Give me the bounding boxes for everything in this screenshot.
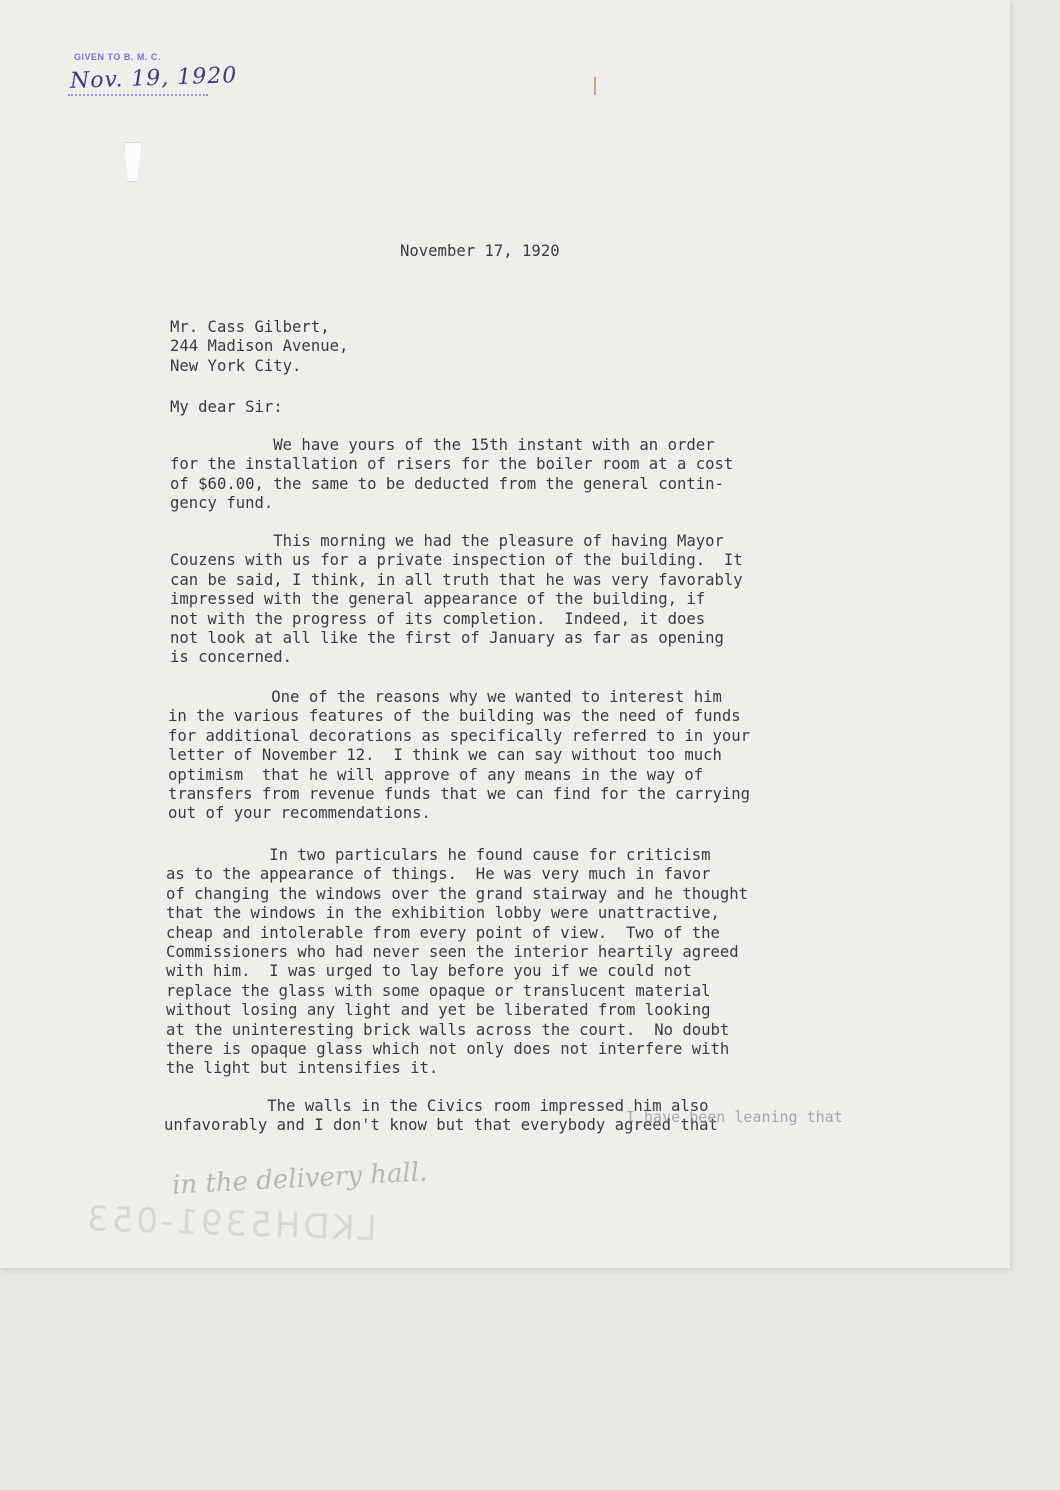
recipient-address: Mr. Cass Gilbert, 244 Madison Avenue, New York City.: [170, 318, 349, 375]
paper-mark: [594, 77, 596, 95]
overstrike-text: I have been leaning that: [626, 1108, 843, 1126]
pencil-annotation: in the delivery hall.: [171, 1157, 429, 1201]
stamp-dotted-line: [68, 94, 208, 96]
letter-date: November 17, 1920: [400, 242, 560, 260]
catalog-number-bleed: LKDH5391-053: [83, 1198, 378, 1250]
paragraph-1: We have yours of the 15th instant with an order for the installation of risers for the boiler room at a cost of $60.00, the same to be deducted from the general contin- gency fund.: [170, 436, 734, 513]
received-stamp: GIVEN TO B. M. C.: [74, 52, 161, 62]
paper-tab: [124, 142, 142, 182]
paragraph-3: One of the reasons why we wanted to interest him in the various features of the building was the need of funds for additional decorations as specifically referred to in your letter of November 12. I think we can say without too much optimism that he will approve of any means in the way of transfers from revenue funds that we can find for the carrying out of your recommendations.: [168, 688, 751, 823]
paragraph-2: This morning we had the pleasure of having Mayor Couzens with us for a private inspection of the building. It can be said, I think, in all truth that he was very favorably impressed with the general appearance of the building, if not with the progress of its completion. Indeed, it does not look at all like the first of January as far as opening is concerned.: [170, 532, 743, 667]
paragraph-5: The walls in the Civics room impressed him also unfavorably and I don't know but that everybody agreed that: [164, 1097, 718, 1135]
received-stamp-date: Nov. 19, 1920: [69, 63, 238, 94]
paragraph-4: In two particulars he found cause for criticism as to the appearance of things. He was very much in favor of changing the windows over the grand stairway and he thought that the windows in the exhibition lobby were unattractive, cheap and intolerable from every point of view. Two of the Commissioners who had never seen the interior heartily agreed with him. I was urged to lay before you if we could not replace the glass with some opaque or translucent material without losing any light and yet be liberated from looking at the uninteresting brick walls across the court. No doubt there is opaque glass which not only does not interfere with the light but intensifies it.: [166, 846, 749, 1078]
salutation: My dear Sir:: [170, 398, 283, 416]
